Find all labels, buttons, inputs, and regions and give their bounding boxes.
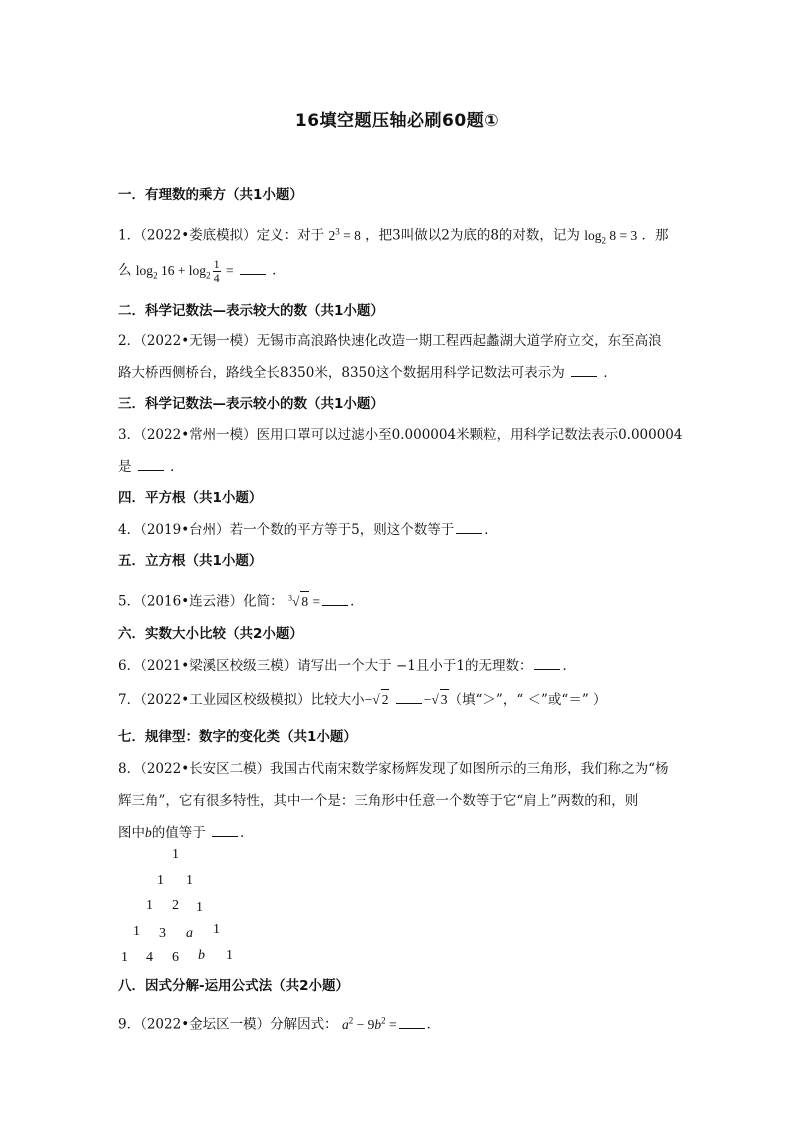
question-1-line-1	[118, 221, 678, 250]
question-3-line-2	[118, 456, 678, 477]
triangle-number: 1	[146, 898, 153, 913]
answer-blank[interactable]	[322, 591, 348, 606]
triangle-number: 6	[172, 950, 179, 965]
section-heading-4: 四．平方根（共1小题）	[118, 490, 263, 506]
question-5-text: 5．（2016•连云港）化简：	[118, 593, 284, 610]
answer-blank[interactable]	[138, 456, 164, 471]
triangle-number: 3	[159, 926, 166, 941]
triangle-number: 4	[146, 950, 153, 965]
question-8-line-1: 8．（2022•长安区二模）我国古代南宋数学家杨辉发现了如图所示的三角形，我们称之为“杨	[118, 761, 669, 777]
math-neg-sqrt3: −√ 3	[424, 692, 449, 707]
section-heading-7: 七．规律型：数字的变化类（共1小题）	[118, 729, 357, 745]
math-neg-sqrt2: −√ 2	[365, 692, 390, 707]
triangle-number: 1	[196, 900, 203, 915]
question-1-line-2	[118, 258, 678, 285]
answer-blank[interactable]	[534, 655, 560, 670]
page-title: 16填空题压轴必刷60题①	[294, 111, 500, 131]
triangle-number: 1	[226, 948, 233, 963]
math-log2-8-eq-3: $\log_2 8 = 3$	[584, 227, 638, 246]
answer-blank[interactable]	[456, 519, 482, 534]
question-2-line-1: 2．（2022•无锡一模）无锡市高浪路快速化改造一期工程西起蠡湖大道学府立交，东至高浪	[118, 333, 662, 349]
period: ．	[562, 658, 576, 674]
question-6-line	[118, 655, 678, 676]
question-8-text-mid: 的值等于	[151, 825, 206, 841]
question-1-text: 1．（2022•娄底模拟）定义：对于	[118, 227, 325, 244]
question-7-line	[118, 689, 678, 710]
section-heading-2: 二．科学记数法—表示较大的数（共1小题）	[118, 303, 384, 319]
question-4-text: 4．（2019•台州）若一个数的平方等于5，则这个数等于	[118, 522, 455, 538]
variable-b: b	[145, 825, 152, 840]
math-log-expression: $\log_2 16 + \log_2$ $\frac{1}{4}$ =	[135, 257, 234, 285]
section-heading-3: 三．科学记数法—表示较小的数（共1小题）	[118, 396, 384, 412]
question-1-text-end: ．那	[641, 227, 669, 244]
triangle-number: 1	[213, 922, 220, 937]
question-1-text-mid: ，把3叫做以2为底的8的对数，记为	[365, 227, 580, 244]
question-4-line	[118, 519, 678, 540]
triangle-number: 1	[121, 950, 128, 965]
question-3-text: 是	[118, 459, 132, 475]
answer-blank[interactable]	[399, 1014, 425, 1029]
math-a2-minus-9b2: $a^2 - 9b^2$ =	[341, 1015, 397, 1032]
period: ．	[484, 522, 498, 538]
question-7-text: 7．（2022•工业园区校级模拟）比较大小	[118, 692, 365, 708]
question-1-line2-prefix: 么	[118, 262, 132, 279]
triangle-number: 1	[133, 924, 140, 939]
question-2-line-2	[118, 362, 678, 383]
math-cube-root-8: $^3$√ 8 =	[288, 594, 320, 609]
question-2-text: 路大桥西侧桥台，路线全长8350米，8350这个数据用科学记数法可表示为	[118, 365, 565, 381]
period: ．	[240, 825, 254, 841]
question-7-hint: （填“＞”，“ ＜”或“＝” ）	[448, 692, 607, 708]
period: ．	[170, 459, 184, 475]
section-heading-1: 一．有理数的乘方（共1小题）	[118, 187, 303, 203]
triangle-number: 1	[172, 847, 179, 862]
question-6-text: 6．（2021•梁溪区校级三模）请写出一个大于 −1且小于1的无理数：	[118, 658, 533, 674]
section-heading-8: 八．因式分解-运用公式法（共2小题）	[118, 978, 349, 994]
question-9-line	[118, 1010, 678, 1035]
question-5-line	[118, 588, 678, 612]
triangle-number: 1	[186, 873, 193, 888]
section-heading-5: 五．立方根（共1小题）	[118, 553, 263, 569]
question-8-line-3	[118, 822, 678, 843]
answer-blank[interactable]	[571, 362, 597, 377]
answer-blank[interactable]	[240, 260, 266, 275]
period: ．	[350, 593, 364, 610]
answer-blank[interactable]	[212, 822, 238, 837]
math-2-cubed-eq-8: $2^3 = 8$	[328, 226, 361, 243]
question-3-line-1: 3．（2022•常州一模）医用口罩可以过滤小至0.000004米颗粒，用科学记数法表示0.000004	[118, 427, 683, 443]
period: ．	[426, 1016, 441, 1033]
triangle-number: 2	[172, 898, 179, 913]
section-heading-6: 六．实数大小比较（共2小题）	[118, 626, 303, 642]
question-9-text: 9．（2022•金坛区一模）分解因式：	[118, 1016, 338, 1033]
question-8-text: 图中	[118, 825, 145, 841]
period: ．	[272, 262, 286, 279]
question-8-line-2: 辉三角”，它有很多特性，其中一个是：三角形中任意一个数等于它“肩上”两数的和，则	[118, 793, 639, 809]
triangle-variable-b: b	[198, 948, 205, 963]
period: ．	[603, 365, 617, 381]
triangle-number: 1	[157, 873, 164, 888]
answer-blank[interactable]	[396, 689, 422, 704]
triangle-variable-a: a	[186, 926, 193, 941]
